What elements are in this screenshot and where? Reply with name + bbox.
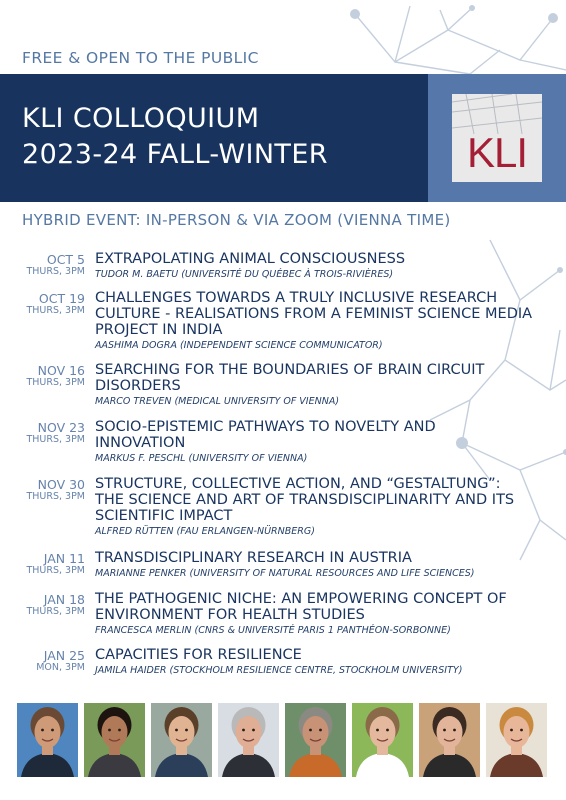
event-date: NOV 23 [37, 420, 85, 435]
portrait-icon [151, 703, 212, 777]
speaker-photos [17, 703, 549, 777]
event-speaker: MARCO TREVEN (MEDICAL UNIVERSITY OF VIENNA) [95, 396, 340, 407]
event-speaker: MARKUS F. PESCHL (UNIVERSITY OF VIENNA) [95, 453, 308, 464]
event-title [95, 251, 550, 267]
event-title-line: CHALLENGES TOWARDS A TRULY INCLUSIVE RESEARCH [95, 290, 498, 306]
event-title-line: SCIENTIFIC IMPACT [95, 508, 233, 524]
event-title [95, 290, 550, 338]
event-date: OCT 5 [46, 252, 85, 267]
speaker-photo-baetu [17, 703, 78, 777]
kli-logo [452, 94, 542, 182]
portrait-icon [285, 703, 346, 777]
event-title-line: STRUCTURE, COLLECTIVE ACTION, AND “GESTALTUNG”: [95, 476, 501, 492]
event-time: THURS, 3PM [26, 305, 85, 316]
portrait-icon [84, 703, 145, 777]
event-time: THURS, 3PM [26, 565, 85, 576]
event-date: NOV 16 [37, 363, 85, 378]
event-title-line: SOCIO-EPISTEMIC PATHWAYS TO NOVELTY AND [95, 419, 436, 435]
speaker-photo-merlin [419, 703, 480, 777]
event-date: NOV 30 [37, 477, 85, 492]
title-banner [0, 74, 428, 202]
logo-wordmark: KLI [466, 129, 528, 176]
event-date: JAN 25 [43, 648, 85, 663]
event-time: THURS, 3PM [26, 266, 85, 277]
event-title-line: ENVIRONMENT FOR HEALTH STUDIES [95, 607, 365, 623]
event-title [95, 419, 550, 451]
page-title: KLI COLLOQUIUM [22, 103, 260, 134]
event-speaker: TUDOR M. BAETU (UNIVERSITÉ DU QUÉBEC À TROIS-RIVIÈRES) [95, 269, 394, 280]
logo-band [428, 74, 566, 202]
event-date: JAN 18 [43, 592, 85, 607]
event-title-line: EXTRAPOLATING ANIMAL CONSCIOUSNESS [95, 251, 406, 267]
page-subtitle-term: 2023-24 FALL-WINTER [22, 139, 328, 170]
event-title [95, 362, 550, 394]
event-title-line: INNOVATION [95, 435, 186, 451]
event-title-line: THE SCIENCE AND ART OF TRANSDISCIPLINARITY AND ITS [95, 492, 515, 508]
speaker-photo-haider [486, 703, 547, 777]
speaker-photo-dogra [84, 703, 145, 777]
speaker-photo-peschl [218, 703, 279, 777]
event-time: THURS, 3PM [26, 434, 85, 445]
event-date: JAN 11 [43, 551, 85, 566]
event-format-note: HYBRID EVENT: IN-PERSON & VIA ZOOM (VIENNA TIME) [22, 211, 451, 229]
event-time: THURS, 3PM [26, 606, 85, 617]
event-title [95, 591, 550, 623]
event-title-line: CULTURE - REALISATIONS FROM A FEMINIST SCIENCE MEDIA [95, 306, 533, 322]
event-title [95, 476, 550, 524]
speaker-photo-rutten [285, 703, 346, 777]
event-time: THURS, 3PM [26, 491, 85, 502]
event-time: MON, 3PM [36, 662, 85, 673]
event-speaker: AASHIMA DOGRA (INDEPENDENT SCIENCE COMMUNICATOR) [95, 340, 383, 351]
speaker-photo-treven [151, 703, 212, 777]
event-speaker: MARIANNE PENKER (UNIVERSITY OF NATURAL RESOURCES AND LIFE SCIENCES) [95, 568, 475, 579]
event-title [95, 647, 550, 663]
event-date: OCT 19 [38, 291, 85, 306]
event-time: THURS, 3PM [26, 377, 85, 388]
event-title [95, 550, 550, 566]
event-title-line: DISORDERS [95, 378, 181, 394]
tagline: FREE & OPEN TO THE PUBLIC [22, 49, 259, 67]
portrait-icon [218, 703, 279, 777]
portrait-icon [352, 703, 413, 777]
event-title-line: SEARCHING FOR THE BOUNDARIES OF BRAIN CIRCUIT [95, 362, 485, 378]
speaker-photo-penker [352, 703, 413, 777]
event-speaker: FRANCESCA MERLIN (CNRS & UNIVERSITÉ PARIS 1 PANTHÉON-SORBONNE) [95, 625, 451, 636]
portrait-icon [486, 703, 547, 777]
portrait-icon [419, 703, 480, 777]
event-title-line: CAPACITIES FOR RESILIENCE [95, 647, 302, 663]
event-title-line: THE PATHOGENIC NICHE: AN EMPOWERING CONCEPT OF [95, 591, 507, 607]
event-speaker: JAMILA HAIDER (STOCKHOLM RESILIENCE CENTRE, STOCKHOLM UNIVERSITY) [95, 665, 463, 676]
event-title-line: PROJECT IN INDIA [95, 322, 223, 338]
event-title-line: TRANSDISCIPLINARY RESEARCH IN AUSTRIA [95, 550, 412, 566]
portrait-icon [17, 703, 78, 777]
event-speaker: ALFRED RÜTTEN (FAU ERLANGEN-NÜRNBERG) [95, 526, 315, 537]
